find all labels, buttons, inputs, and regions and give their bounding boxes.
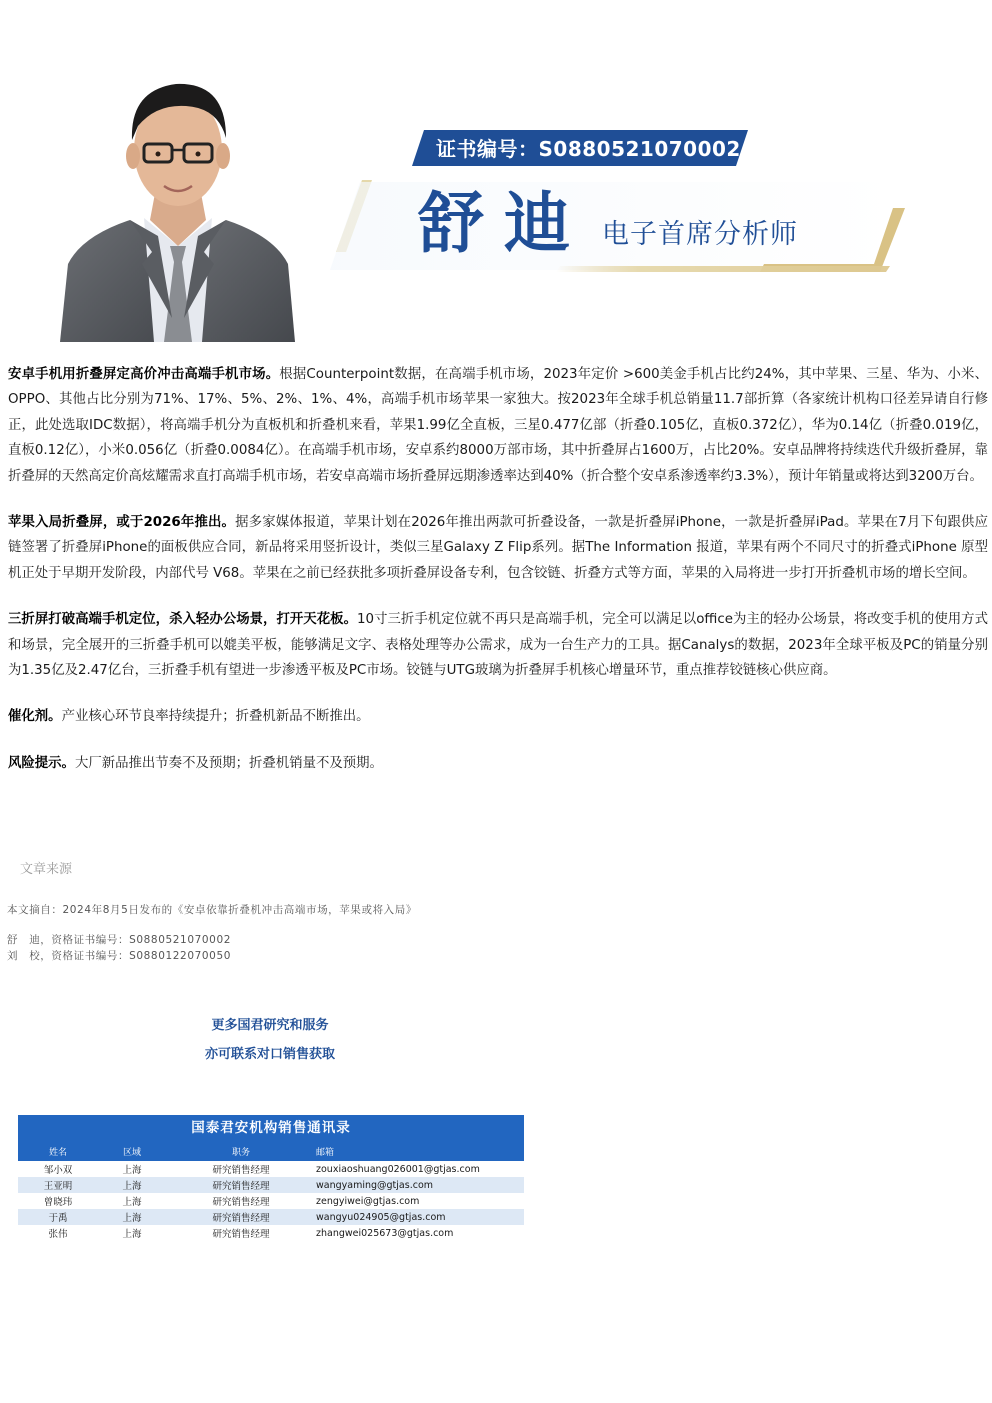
paragraph-text: 大厂新品推出节奏不及预期；折叠机销量不及预期。 xyxy=(74,755,383,771)
source-excerpt: 本文摘自：2024年8月5日发布的《安卓依靠折叠机冲击高端市场，苹果或将入局》 xyxy=(7,904,417,916)
source-label: 文章来源 xyxy=(20,862,73,877)
table-row xyxy=(18,1177,524,1193)
table-row xyxy=(18,1225,524,1241)
analyst-credential: 舒 迪，资格证书编号：S0880521070002 xyxy=(7,934,232,946)
sales-contacts-table xyxy=(18,1115,524,1240)
table-title: 国泰君安机构销售通讯录 xyxy=(18,1115,524,1141)
cell-name: 邹小双 xyxy=(43,1165,73,1176)
paragraph-apple-foldables xyxy=(8,510,988,586)
cell-email[interactable]: zhangwei025673@gtjas.com xyxy=(316,1227,454,1239)
cell-email[interactable]: zouxiaoshuang026001@gtjas.com xyxy=(316,1163,480,1175)
cell-email[interactable]: wangyaming@gtjas.com xyxy=(316,1179,434,1191)
analyst-credential: 刘 校，资格证书编号：S0880122070050 xyxy=(7,950,232,962)
column-header: 姓名 xyxy=(48,1147,67,1158)
cell-name: 于禹 xyxy=(48,1213,68,1224)
paragraph-android-foldables xyxy=(8,362,988,489)
paragraph-lead: 催化剂。 xyxy=(8,709,62,725)
paragraph-text: 据多家媒体报道，苹果计划在2026年推出两款可折叠设备，一款是折叠屏iPhone，一款是折叠屏iPad。苹果在7月下旬跟供应链签署了折叠屏iPhone的面板供应合同，新品将采用竖折设计，类似三星Galaxy Z Flip系列。据The Information 报道，苹果有两个不同尺寸的折叠式iPhone 原型机正处于早期开发阶段，内部代号 V68。苹果在之前已经获批多项折叠屏设备专利，包含铰链、折叠方式等方面，苹果的入局将进一步打开折叠机市场的增长空间。 xyxy=(8,515,988,581)
cell-region: 上海 xyxy=(122,1229,142,1240)
cell-name: 王亚明 xyxy=(43,1181,73,1192)
paragraph-lead: 风险提示。 xyxy=(8,755,75,771)
cell-region: 上海 xyxy=(122,1181,142,1192)
table-row xyxy=(18,1161,524,1177)
paragraph-text: 产业核心环节良率持续提升；折叠机新品不断推出。 xyxy=(61,709,370,725)
column-header: 职务 xyxy=(231,1147,250,1158)
report-body xyxy=(8,362,988,797)
cell-region: 上海 xyxy=(122,1213,142,1224)
cell-name: 曾晓玮 xyxy=(43,1197,73,1208)
cell-email[interactable]: zengyiwei@gtjas.com xyxy=(316,1195,420,1207)
cell-role: 研究销售经理 xyxy=(212,1229,270,1240)
table-row xyxy=(18,1193,524,1209)
paragraph-risks xyxy=(8,751,988,776)
table-row xyxy=(18,1209,524,1225)
paragraph-lead: 三折屏打破高端手机定位，杀入轻办公场景，打开天花板。 xyxy=(8,612,357,628)
cta-line: 更多国君研究和服务 xyxy=(211,1018,329,1033)
analyst-title: 电子首席分析师 xyxy=(602,219,798,250)
paragraph-lead: 安卓手机用折叠屏定高价冲击高端手机市场。 xyxy=(8,367,280,382)
cell-region: 上海 xyxy=(122,1197,142,1208)
column-header: 邮箱 xyxy=(316,1147,335,1158)
paragraph-text: 根据Counterpoint数据，在高端手机市场，2023年定价 >600美金手机占比约24%，其中苹果、三星、华为、小米、OPPO、其他占比分别为71%、17%、5%、2%、1%、4%，高端手机市场苹果一家独大。按2023年全球手机总销量11.7部折算（各家统计机构口径差异请自行修正，此处选取IDC数据），将高端手机分为直板机和折叠机来看，苹果1.99亿全直板，三星0.477亿部（折叠0.105亿，直板0.372亿），华为0.14亿（折叠0.019亿，直板0.12亿），小米0.056亿（折叠0.0084亿）。在高端手机市场，安卓系约8000万部市场，其中折叠屏占1600万，占比20%。安卓品牌将持续迭代升级折叠屏，靠折叠屏的天然高定价高炫耀需求直打高端手机市场，若安卓高端市场折叠屏远期渗透率达到40%（折合整个安卓系渗透率约3.3%），预计年销量或将达到3200万台。 xyxy=(8,367,988,484)
paragraph-text: 10寸三折手机定位就不再只是高端手机，完全可以满足以office为主的轻办公场景，将改变手机的使用方式和场景，完全展开的三折叠手机可以媲美平板，能够满足文字、表格处理等办公需求，成为一台生产力的工具。据Canalys的数据，2023年全球平板及PC的销量分别为1.35亿及2.47亿台，三折叠手机有望进一步渗透平板及PC市场。铰链与UTG玻璃为折叠屏手机核心增量环节，重点推荐铰链核心供应商。 xyxy=(8,612,988,679)
cell-region: 上海 xyxy=(122,1165,142,1176)
analyst-photo xyxy=(60,68,295,342)
column-header: 区域 xyxy=(122,1147,141,1158)
table-header xyxy=(18,1141,524,1161)
analyst-name: 舒迪 xyxy=(418,184,590,262)
certificate-number: 证书编号：S0880521070002 xyxy=(436,137,741,161)
analyst-banner xyxy=(0,0,992,345)
cell-role: 研究销售经理 xyxy=(212,1181,270,1192)
paragraph-trifold xyxy=(8,607,988,683)
cell-name: 张伟 xyxy=(48,1229,68,1240)
cell-role: 研究销售经理 xyxy=(212,1197,270,1208)
paragraph-lead: 苹果入局折叠屏，或于2026年推出。 xyxy=(8,515,236,531)
cell-email[interactable]: wangyu024905@gtjas.com xyxy=(316,1211,446,1223)
paragraph-catalysts xyxy=(8,704,988,729)
cell-role: 研究销售经理 xyxy=(212,1213,270,1224)
cta-line: 亦可联系对口销售获取 xyxy=(204,1047,335,1062)
cell-role: 研究销售经理 xyxy=(212,1165,270,1176)
